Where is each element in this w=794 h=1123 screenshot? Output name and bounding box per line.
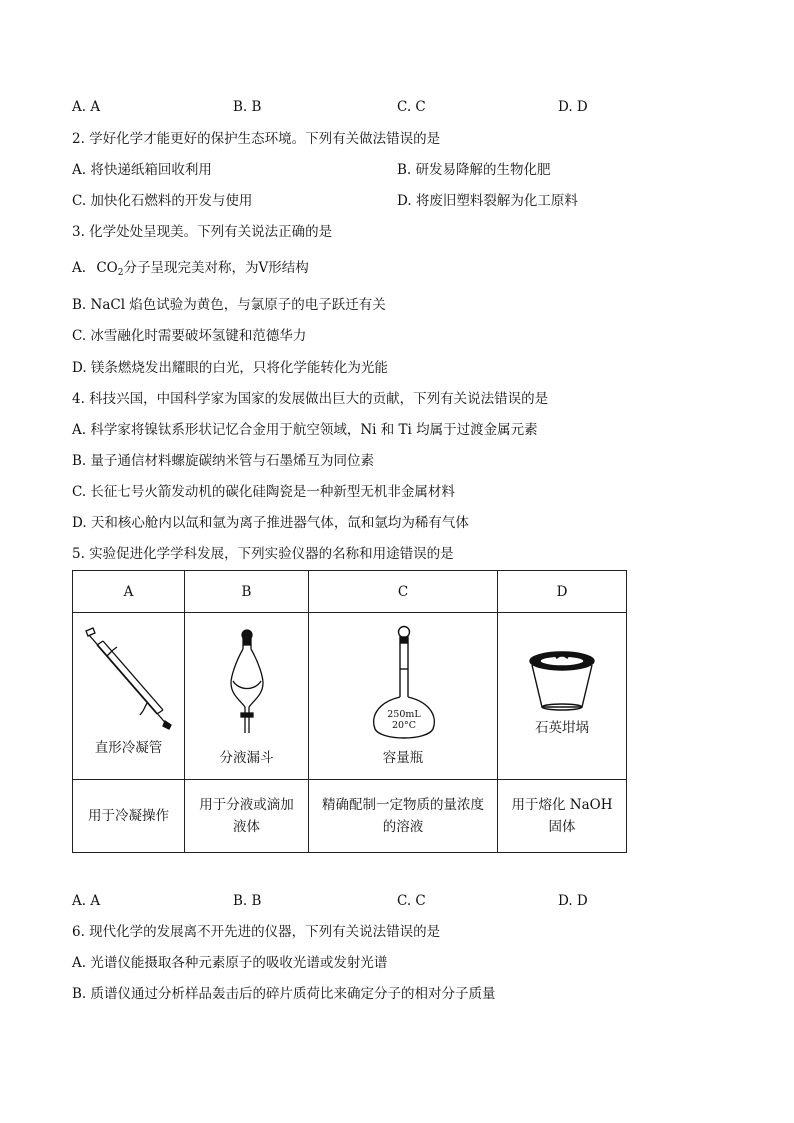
q1-option-b: B. B	[233, 99, 262, 115]
q5-stem: 5. 实验促进化学学科发展，下列实验仪器的名称和用途错误的是	[72, 546, 454, 562]
condenser-icon	[83, 627, 175, 733]
flask-label: 容量瓶	[382, 750, 424, 766]
q6-option-a: A. 光谱仪能摄取各种元素原子的吸收光谱或发射光谱	[72, 955, 388, 971]
header-d: D	[498, 571, 627, 613]
header-b: B	[185, 571, 309, 613]
q4-option-d: D. 天和核心舱内以氙和氩为离子推进器气体，氙和氩均为稀有气体	[72, 515, 469, 531]
cell-crucible	[498, 613, 627, 780]
q5-option-c: C. C	[397, 893, 426, 909]
use-c	[309, 780, 498, 853]
q3-stem: 3. 化学处处呈现美。下列有关说法正确的是	[72, 224, 333, 240]
q4-option-b: B. 量子通信材料螺旋碳纳米管与石墨烯互为同位素	[72, 453, 375, 469]
q4-stem: 4. 科技兴国，中国科学家为国家的发展做出巨大的贡献，下列有关说法错误的是	[72, 391, 549, 407]
q2-option-c: C. 加快化石燃料的开发与使用	[72, 193, 253, 209]
table-header-row	[73, 571, 627, 613]
funnel-label: 分液漏斗	[219, 750, 274, 766]
crucible-label: 石英坩埚	[535, 720, 589, 736]
use-c-line2: 的溶液	[382, 819, 424, 835]
q2-option-b: B. 研发易降解的生物化肥	[397, 162, 551, 178]
q4-option-a: A. 科学家将镍钛系形状记忆合金用于航空领域，Ni 和 Ti 均属于过渡金属元素	[72, 422, 538, 438]
q5-option-a: A. A	[72, 893, 101, 909]
q6-option-b: B. 质谱仪通过分析样品轰击后的碎片质荷比来确定分子的相对分子质量	[72, 986, 496, 1002]
q3-formula-subscript: 2	[117, 268, 124, 278]
use-c-line1: 精确配制一定物质的量浓度	[322, 797, 484, 813]
q5-option-d: D. D	[558, 893, 588, 909]
table-usage-row	[73, 780, 627, 853]
flask-temp-label: 20°C	[391, 720, 417, 731]
cell-condenser	[73, 613, 185, 780]
q4-option-c: C. 长征七号火箭发动机的碳化硅陶瓷是一种新型无机非金属材料	[72, 484, 455, 500]
use-b-line2: 液体	[233, 819, 260, 835]
use-b-line1: 用于分液或滴加	[199, 797, 294, 813]
q3-formula: CO	[96, 260, 118, 276]
use-a-line1: 用于冷凝操作	[88, 808, 169, 824]
q2-stem: 2. 学好化学才能更好的保护生态环境。下列有关做法错误的是	[72, 131, 441, 147]
cell-flask	[309, 613, 498, 780]
apparatus-table	[72, 570, 627, 853]
flask-volume-label: 250mL	[387, 709, 421, 720]
use-d	[498, 780, 627, 853]
header-c: C	[309, 571, 498, 613]
header-a: A	[73, 571, 185, 613]
q2-option-a: A. 将快递纸箱回收利用	[72, 162, 212, 178]
separatory-funnel-icon	[225, 629, 269, 737]
condenser-label: 直形冷凝管	[94, 740, 163, 756]
q3-option-c: C. 冰雪融化时需要破坏氢键和范德华力	[72, 328, 307, 344]
use-d-line1: 用于熔化 NaOH	[511, 797, 613, 813]
use-a	[73, 780, 185, 853]
use-b	[185, 780, 309, 853]
q3-option-a	[72, 259, 309, 282]
use-d-line2: 固体	[548, 819, 576, 835]
q3-option-b: B. NaCl 焰色试验为黄色，与氯原子的电子跃迁有关	[72, 297, 386, 313]
q6-stem: 6. 现代化学的发展离不开先进的仪器，下列有关说法错误的是	[72, 924, 441, 940]
q5-option-b: B. B	[233, 893, 262, 909]
q3-option-a-text: 分子呈现完美对称，为V形结构	[123, 260, 309, 276]
q2-option-d: D. 将废旧塑料裂解为化工原料	[397, 193, 578, 209]
q1-option-c: C. C	[397, 99, 426, 115]
crucible-icon	[526, 649, 598, 713]
q1-option-a: A. A	[72, 99, 101, 115]
table-image-row	[73, 613, 627, 780]
q3-option-d: D. 镁条燃烧发出耀眼的白光，只将化学能转化为光能	[72, 360, 388, 376]
q1-option-d: D. D	[558, 99, 588, 115]
cell-funnel	[185, 613, 309, 780]
q3-option-a-prefix: A.	[72, 260, 91, 276]
